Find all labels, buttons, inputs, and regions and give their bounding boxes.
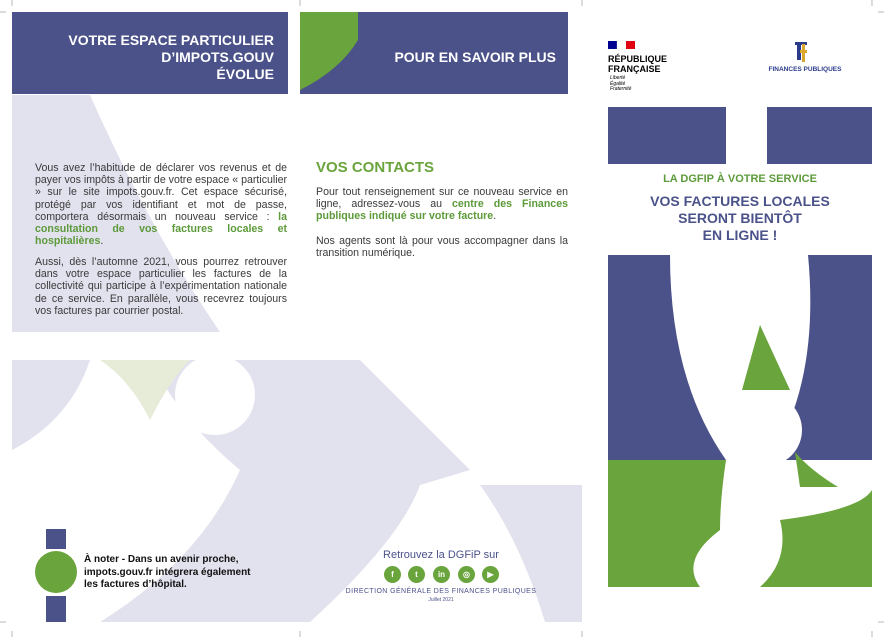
social-title: Retrouvez la DGFiP sur — [383, 549, 499, 561]
cover-navy-top-left — [608, 107, 726, 164]
cover-title-line-1: VOS FACTURES LOCALES — [650, 193, 830, 209]
middle-header-title: POUR EN SAVOIR PLUS — [394, 49, 556, 65]
flag-red — [626, 41, 635, 49]
motto-egalite: Égalité — [610, 80, 626, 87]
contacts-paragraph-1 — [316, 186, 568, 223]
flag-white — [617, 41, 626, 49]
cover-green-left — [608, 460, 726, 587]
lavender-shape-center — [300, 360, 470, 485]
left-header-line-2: D’IMPOTS.GOUV — [161, 49, 274, 65]
fp-logo-top-blue — [795, 42, 807, 45]
lavender-shape-bottom — [12, 360, 90, 450]
republique-francaise-logo — [608, 54, 667, 74]
republique-line-2: FRANÇAISE — [608, 64, 661, 74]
note-line-3: les factures d’hôpital. — [84, 579, 187, 590]
left-paragraph-2: Aussi, dès l’automne 2021, vous pourrez retrouver dans votre espace particulier les factures de la collectivité qui participe à l’expérimentation nationale de ce service. En parallèle, vous recevrez toujours vos factures par courrier postal. — [35, 256, 287, 317]
linkedin-icon[interactable]: in — [433, 566, 450, 583]
youtube-icon[interactable]: ▶ — [482, 566, 499, 583]
contacts-p1-end: . — [493, 210, 497, 223]
left-p1-highlight: la consultation de vos factures locales et hospitalières — [35, 210, 287, 248]
fp-logo-bar-gold — [802, 44, 805, 62]
republique-line-1: RÉPUBLIQUE — [608, 54, 668, 64]
left-p1-end: . — [100, 235, 104, 248]
contacts-title: VOS CONTACTS — [316, 159, 435, 176]
cover-navy-top-right — [767, 107, 872, 164]
republique-motto — [610, 76, 631, 93]
cover-white-circle — [730, 394, 802, 466]
note-line-1: À noter - Dans un avenir proche, — [84, 554, 239, 565]
contacts-p1-highlight: centre des Finances publiques indiqué sur votre facture — [316, 198, 568, 223]
instagram-icon[interactable]: ◎ — [458, 566, 475, 583]
finances-publiques-logo-text: FINANCES PUBLIQUES — [768, 66, 842, 73]
hospital-note — [84, 554, 274, 592]
twitter-icon[interactable]: t — [408, 566, 425, 583]
left-header-line-1: VOTRE ESPACE PARTICULIER — [68, 32, 274, 48]
cover-navy-left — [608, 255, 726, 460]
note-navy-bar-bottom — [46, 596, 66, 622]
cover-green-right — [760, 490, 872, 587]
motto-fraternite: Fraternité — [610, 86, 632, 92]
contacts-p1-text: Pour tout renseignement sur ce nouveau service en ligne, adressez-vous au — [316, 186, 568, 211]
white-circle-decor — [175, 355, 255, 435]
contacts-paragraph-2: Nos agents sont là pour vous accompagner dans la transition numérique. — [316, 235, 568, 260]
facebook-icon[interactable]: f — [384, 566, 401, 583]
note-line-2: impots.gouv.fr intégrera également — [84, 566, 251, 578]
cover-green-spike — [742, 325, 790, 390]
footer-date: Juillet 2021 — [428, 597, 454, 603]
flag-blue — [608, 41, 617, 49]
note-navy-bar-top — [46, 529, 66, 549]
left-header-title — [40, 32, 274, 83]
left-p1-text: Vous avez l’habitude de déclarer vos revenus et de payer vos impôts à partir de votre espace « particulier » sur le site impots.gouv.fr. Cet espace sécurisé, protégé par vos identifiant et mot de passe, comportera désormais un nouveau service : — [35, 162, 288, 223]
cover-title — [608, 193, 872, 244]
cover-title-line-3: EN LIGNE ! — [702, 227, 778, 243]
left-header-line-3: ÉVOLUE — [216, 66, 274, 82]
service-caption: LA DGFIP À VOTRE SERVICE — [663, 173, 817, 185]
cover-title-line-2: SERONT BIENTÔT — [678, 210, 802, 226]
left-paragraph-1 — [35, 162, 287, 247]
note-green-circle — [35, 551, 77, 593]
footer-org: DIRECTION GÉNÉRALE DES FINANCES PUBLIQUES — [345, 588, 537, 595]
motto-liberte: Liberté — [610, 75, 626, 81]
